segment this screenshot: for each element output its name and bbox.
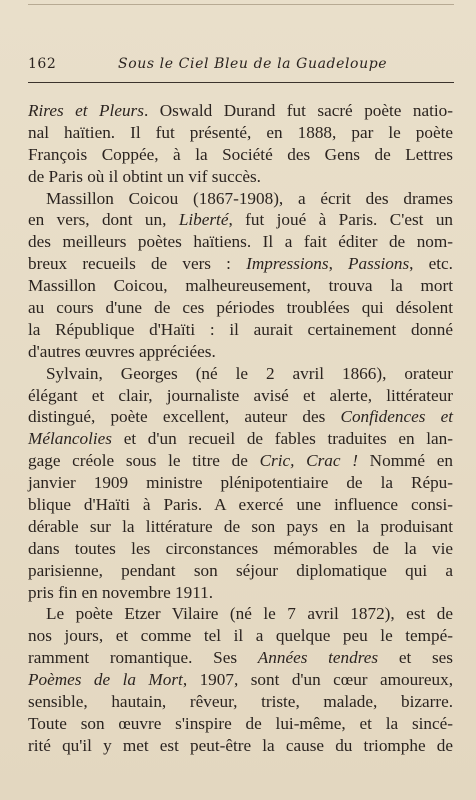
- text-line: [28, 669, 453, 691]
- page-header: [28, 56, 448, 78]
- text-segment: ,: [328, 254, 349, 274]
- body-text: [28, 100, 453, 757]
- text-line: [28, 363, 453, 385]
- text-segment: , etc.: [409, 254, 453, 274]
- text-segment: nos jours, et comme tel il a quelque peu le tempé-: [28, 626, 453, 646]
- text-segment: ramment romantique. Ses: [28, 648, 258, 668]
- text-line: [28, 538, 453, 560]
- text-segment: des meilleurs poètes haïtiens. Il a fait éditer de nom-: [28, 232, 453, 252]
- text-line: [28, 297, 453, 319]
- italic-title: Passions: [348, 254, 410, 274]
- text-segment: François Coppée, à la Société des Gens de Lettres: [28, 144, 453, 164]
- text-line: [28, 428, 453, 450]
- text-line: [28, 275, 453, 297]
- italic-title: Rires et Pleurs: [28, 101, 144, 120]
- text-line: [28, 472, 453, 494]
- text-line: [28, 385, 453, 407]
- text-segment: Sylvain, Georges (né le 2 avril 1866), orateur: [46, 363, 453, 383]
- italic-title: Mélancolies: [28, 429, 112, 449]
- text-segment: et ses: [378, 648, 453, 668]
- text-line: [28, 560, 453, 582]
- text-line: [28, 209, 453, 231]
- text-segment: dans toutes les circonstances mémorables de la vie: [28, 538, 453, 558]
- text-segment: nal haïtien. Il fut présenté, en 1888, par le poète: [28, 122, 453, 142]
- text-segment: de Paris où il obtint un vif succès.: [28, 166, 261, 186]
- text-segment: blique d'Haïti à Paris. A exercé une influence consi-: [28, 495, 453, 515]
- text-segment: en vers, dont un,: [28, 210, 179, 230]
- italic-title: Confidences et: [340, 407, 454, 427]
- text-line: [28, 341, 453, 363]
- text-line: [28, 647, 453, 669]
- text-segment: et d'un recueil de fables traduites en lan-: [112, 429, 453, 449]
- text-line: [28, 319, 453, 341]
- text-line: [28, 406, 453, 428]
- text-segment: pris fin en novembre 1911.: [28, 582, 214, 602]
- italic-title: Liberté: [178, 210, 229, 230]
- text-line: [28, 494, 453, 516]
- text-segment: dérable sur la littérature de son pays en la produisant: [28, 516, 453, 536]
- text-segment: . Oswald Durand fut sacré poète natio-: [143, 101, 454, 120]
- page-number: 162: [28, 56, 57, 72]
- text-segment: Massillon Coicou, malheureusement, trouva la mort: [28, 276, 453, 296]
- text-segment: au cours d'une de ces périodes troublées qui désolent: [28, 298, 453, 318]
- text-segment: distingué, poète excellent, auteur des: [28, 407, 341, 427]
- text-line: [28, 735, 453, 757]
- text-line: [28, 188, 453, 210]
- header-divider: [28, 82, 454, 83]
- text-segment: élégant et clair, journaliste avisé et alerte, littérateur: [28, 385, 453, 405]
- text-line: [28, 516, 453, 538]
- italic-title: Années tendres: [257, 648, 379, 668]
- text-line: [28, 166, 453, 188]
- text-segment: Massillon Coicou (1867-1908), a écrit des drames: [46, 188, 453, 208]
- text-segment: parisienne, pendant son séjour diplomatique qui a: [28, 560, 453, 580]
- top-edge-rule: [28, 4, 454, 5]
- text-segment: , 1907, sont d'un cœur amoureux,: [182, 670, 453, 690]
- text-line: [28, 253, 453, 275]
- italic-title: Impressions: [246, 254, 329, 274]
- text-segment: janvier 1909 ministre plénipotentiaire de la Répu-: [28, 473, 453, 493]
- text-line: [28, 231, 453, 253]
- italic-title: Poèmes de la Mort: [28, 670, 183, 690]
- text-segment: la République d'Haïti : il aurait certainement donné: [28, 319, 453, 339]
- text-segment: breux recueils de vers :: [28, 254, 247, 274]
- text-line: [28, 582, 453, 604]
- text-segment: Nommé en: [357, 451, 453, 471]
- text-line: [28, 625, 453, 647]
- text-line: [28, 100, 453, 122]
- text-segment: Toute son œuvre s'inspire de lui-même, et la sincé-: [28, 713, 453, 733]
- italic-title: Cric, Crac !: [259, 451, 358, 471]
- text-line: [28, 144, 453, 166]
- text-line: [28, 450, 453, 472]
- running-title: Sous le Ciel Bleu de la Guadeloupe: [118, 56, 388, 72]
- text-segment: gage créole sous le titre de: [28, 451, 260, 471]
- text-segment: d'autres œuvres appréciées.: [28, 341, 216, 361]
- text-line: [28, 603, 453, 625]
- text-segment: , fut joué à Paris. C'est un: [228, 210, 454, 230]
- text-segment: rité qu'il y met est peut-être la cause du triomphe de: [28, 735, 453, 755]
- text-segment: Le poète Etzer Vilaire (né le 7 avril 1872), est de: [46, 604, 453, 624]
- text-segment: sensible, hautain, rêveur, triste, malade, bizarre.: [28, 692, 453, 712]
- text-line: [28, 691, 453, 713]
- text-line: [28, 122, 453, 144]
- text-line: [28, 713, 453, 735]
